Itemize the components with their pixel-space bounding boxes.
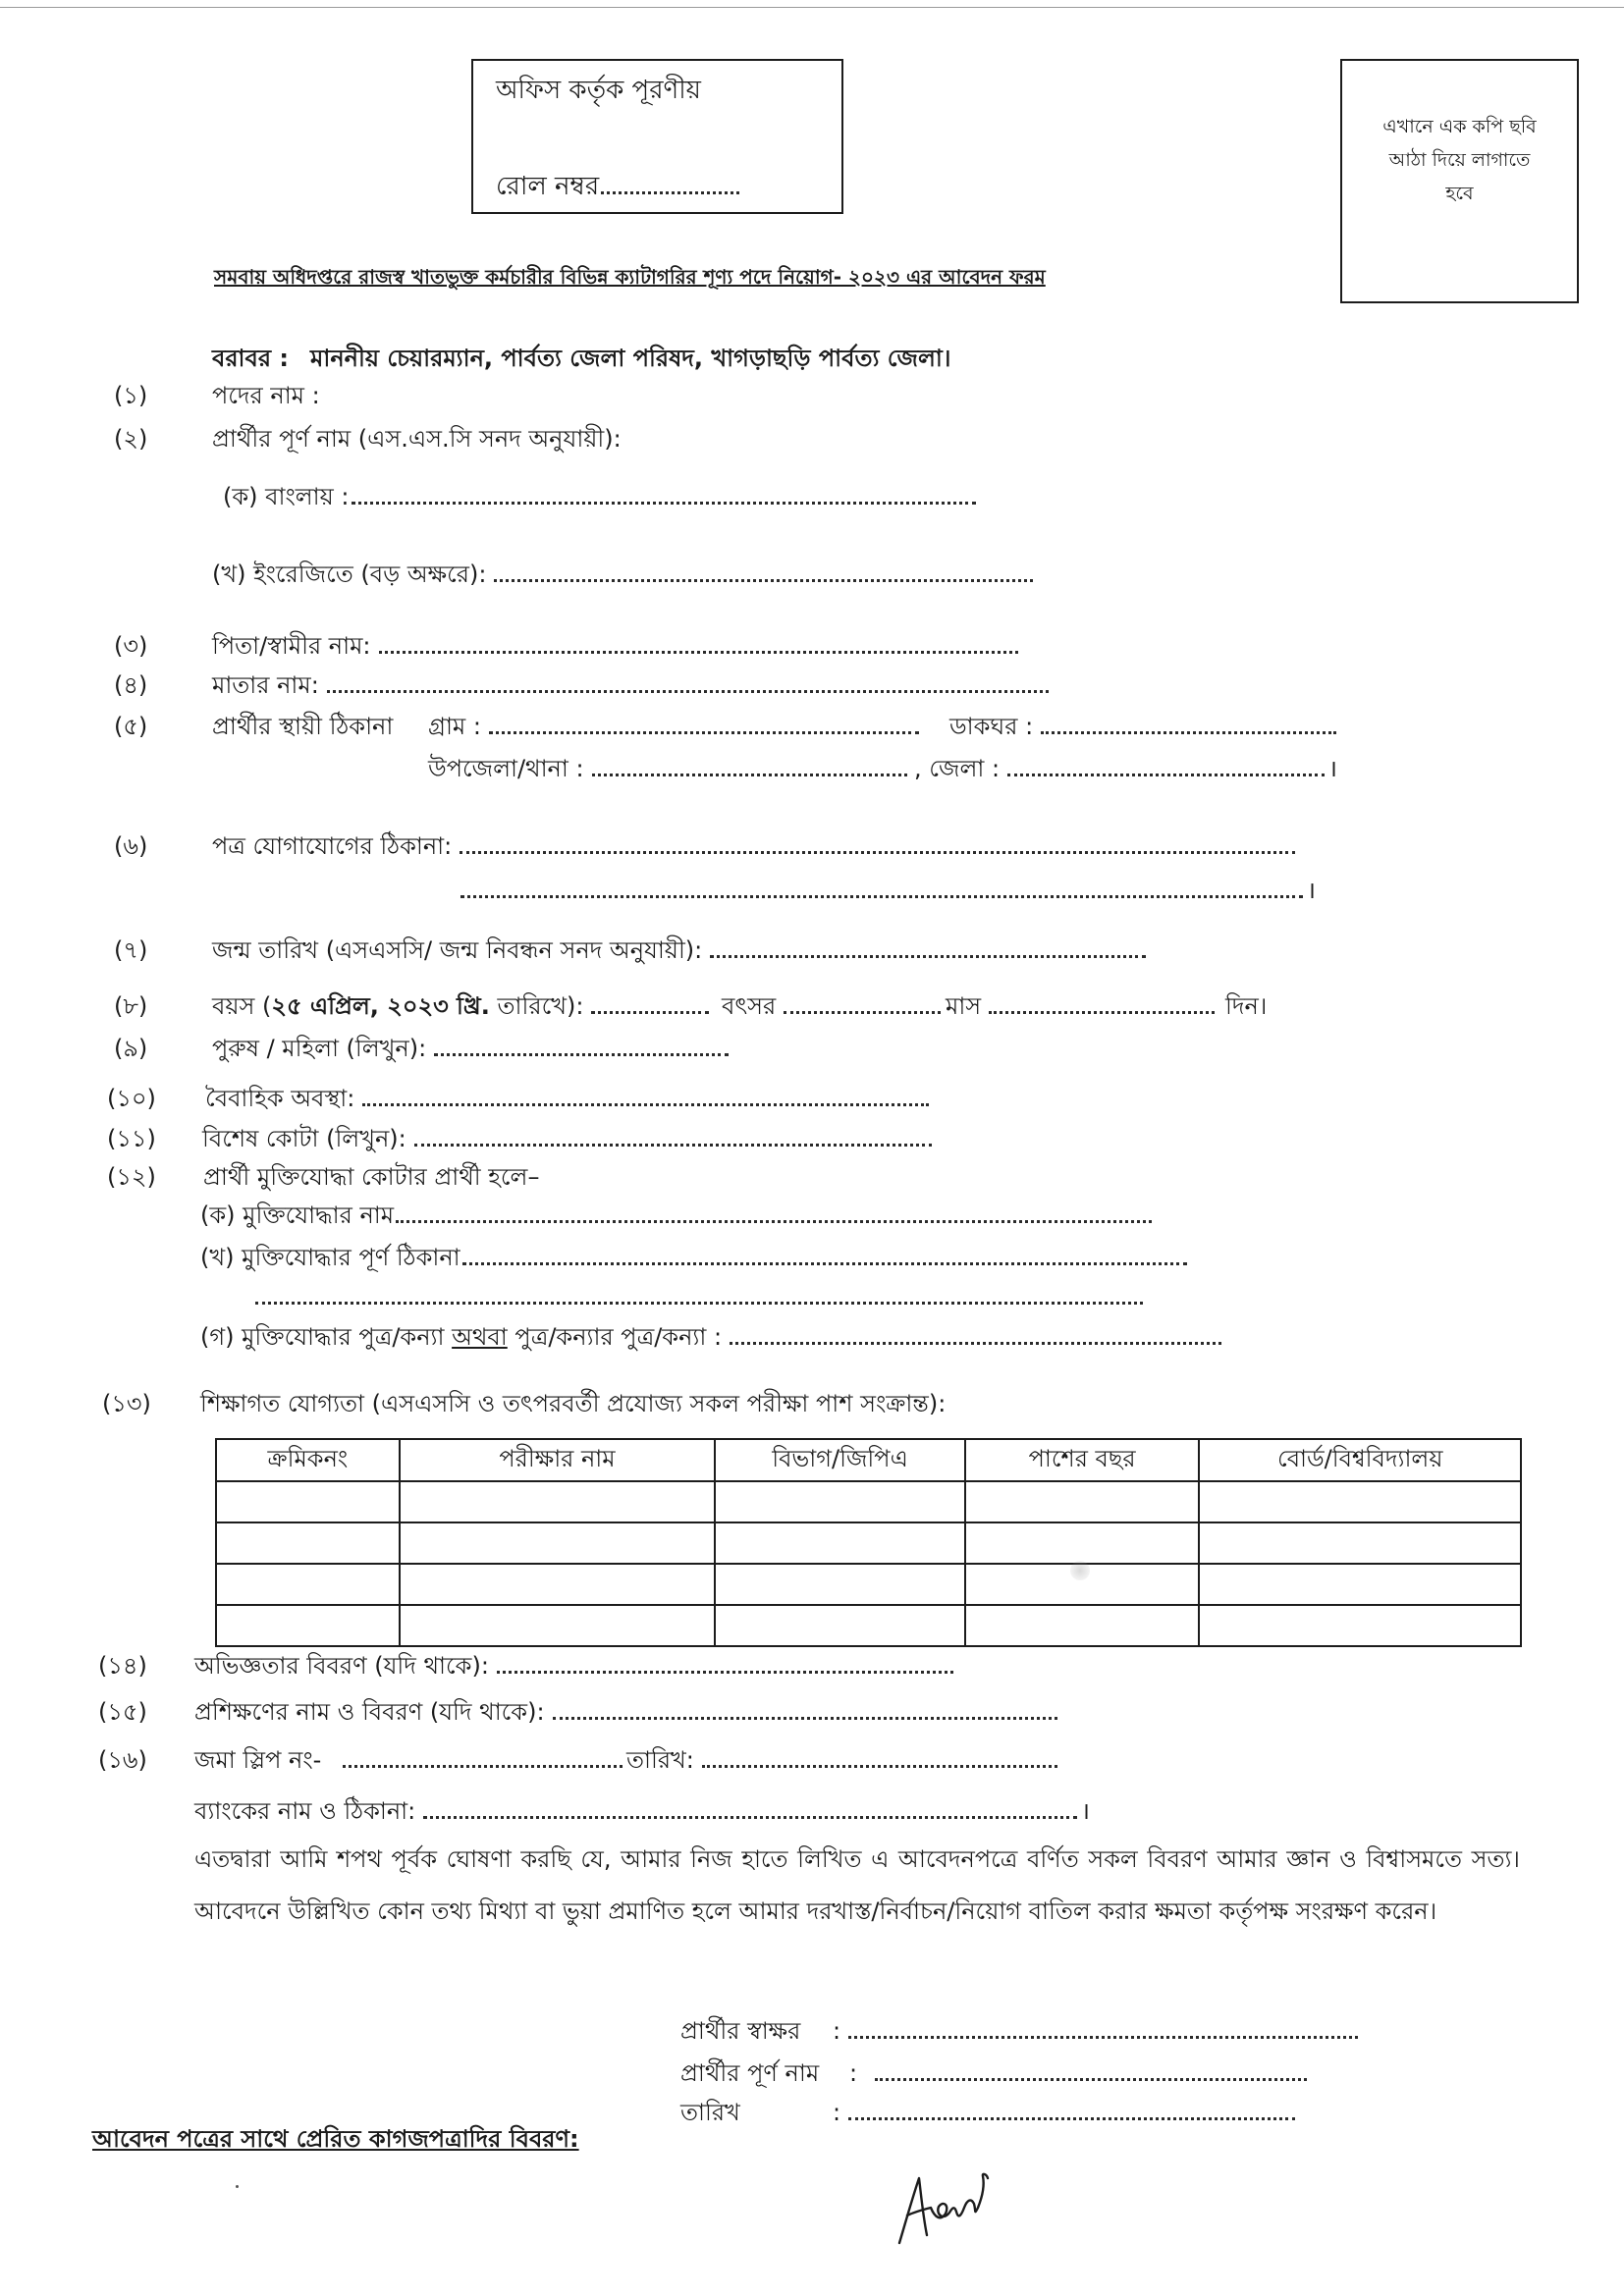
post-office-field[interactable] [1041, 731, 1336, 734]
handwritten-signature [892, 2164, 1001, 2249]
table-row [216, 1564, 1521, 1605]
roll-number-label: ​ রোল নম্বর [496, 172, 600, 201]
age-label-prefix: বয়স ( [212, 992, 272, 1020]
column-header-serial: ক্রমিকনং [216, 1439, 400, 1481]
name-bangla-label: ​ (ক) বাংলায় : [223, 483, 350, 510]
mother-name-field[interactable] [327, 690, 1049, 693]
scan-smudge [1070, 1561, 1090, 1580]
table-cell[interactable] [216, 1481, 400, 1522]
post-name-line [212, 380, 320, 411]
special-quota-label: ​ বিশেষ কোটা (লিখুন): [202, 1125, 406, 1152]
column-header-exam-name: পরীক্ষার নাম [400, 1439, 715, 1481]
applicant-name-label: ​ প্রার্থীর পূর্ণ নাম [680, 2059, 820, 2087]
gender-field[interactable] [434, 1053, 729, 1056]
experience-label: ​ অভিজ্ঞতার বিবরণ (যদি থাকে): [194, 1652, 489, 1680]
table-cell[interactable] [1199, 1481, 1521, 1522]
experience-field[interactable] [497, 1671, 953, 1674]
upazila-label: ​ উপজেলা/থানা : [428, 755, 584, 782]
item-number-14: (১৪) [98, 1652, 147, 1680]
age-days-label: দিন। [1225, 992, 1268, 1020]
signature-field[interactable] [848, 2036, 1358, 2039]
mailing-address-field-2[interactable] [460, 895, 1303, 898]
form-title: সমবায় অধিদপ্তরে রাজস্ব খাতভুক্ত কর্মচারীর বিভিন্ন ক্যাটাগরির শূণ্য পদে নিয়োগ- ২০২৩ এর আবেদন ফরম [214, 265, 1046, 289]
office-use-box [471, 59, 843, 214]
item-number-5: (৫) [114, 713, 148, 740]
permanent-address-heading [212, 711, 393, 742]
upazila-line [428, 753, 911, 784]
addressee-text: মাননীয় চেয়ারম্যান, পার্বত্য জেলা পরিষদ, খাগড়াছড়ি পার্বত্য জেলা। [310, 345, 951, 372]
freedom-fighter-relation-label [200, 1321, 722, 1353]
permanent-address-label: ​ প্রার্থীর স্থায়ী ঠিকানা [212, 713, 394, 740]
table-cell[interactable] [400, 1605, 715, 1646]
village-label: ​ গ্রাম : [428, 713, 481, 740]
age-reference-date: ২৫ এপ্রিল, ২০২৩ খ্রি. [271, 992, 490, 1020]
signature-line [680, 2015, 1362, 2047]
scan-top-edge-line [0, 7, 1624, 8]
table-cell[interactable] [216, 1522, 400, 1564]
table-cell[interactable] [965, 1481, 1200, 1522]
freedom-fighter-relation-field[interactable] [730, 1342, 1221, 1345]
applicant-name-colon: : [849, 2059, 858, 2087]
mother-name-line [212, 669, 1053, 701]
age-years-unit-line [722, 990, 945, 1022]
roll-number-field[interactable] [601, 191, 739, 194]
age-years-label: ​ বৎসর [722, 992, 777, 1020]
table-cell[interactable] [400, 1481, 715, 1522]
age-months-unit-line [946, 990, 1218, 1022]
marital-status-field[interactable] [362, 1103, 929, 1106]
full-name-label: ​ প্রার্থীর পূর্ণ নাম (এস.এস.সি সনদ অনুযায়ী): [212, 425, 622, 453]
photo-instruction [1342, 110, 1577, 210]
table-cell[interactable] [400, 1564, 715, 1605]
freedom-fighter-name-line [200, 1200, 1156, 1231]
name-english-field[interactable] [494, 579, 1033, 582]
education-heading [200, 1388, 946, 1419]
applicant-name-field[interactable] [875, 2078, 1307, 2081]
scan-speck [236, 2185, 239, 2188]
column-header-division-gpa: বিভাগ/জিপিএ [715, 1439, 965, 1481]
post-name-label: ​ পদের নাম : [212, 382, 320, 409]
district-end-mark: । [1327, 755, 1337, 782]
father-name-field[interactable] [379, 651, 1019, 654]
roll-number-line [496, 171, 743, 202]
signature-date-colon: : [833, 2099, 841, 2126]
experience-line [194, 1650, 957, 1682]
training-label: ​ প্রশিক্ষণের নাম ও বিবরণ (যদি থাকে): [194, 1698, 545, 1726]
age-days-field[interactable] [989, 1011, 1215, 1014]
table-cell[interactable] [965, 1605, 1200, 1646]
marital-status-label: ​ বৈবাহিক অবস্থা: [205, 1085, 355, 1112]
freedom-fighter-heading [203, 1161, 539, 1193]
signature-label: ​ প্রার্থীর স্বাক্ষর [680, 2017, 801, 2045]
bank-field[interactable] [423, 1816, 1077, 1819]
district-line [914, 753, 1337, 784]
gender-label: ​ পুরুষ / মহিলা (লিখুন): [212, 1035, 427, 1062]
item-number-12: (১২) [107, 1163, 156, 1191]
signature-stroke [899, 2174, 988, 2243]
name-english-line [212, 559, 1037, 590]
freedom-fighter-address-field-2[interactable] [255, 1302, 1143, 1305]
table-row [216, 1605, 1521, 1646]
freedom-fighter-address-label: ​ (খ) মুক্তিযোদ্ধার পূর্ণ ঠিকানা [200, 1244, 460, 1271]
deposit-slip-label: ​ জমা স্লিপ নং- [194, 1746, 322, 1774]
photo-instruction-line-2: আঠা দিয়ে লাগাতে [1388, 149, 1531, 171]
signature-date-field[interactable] [848, 2117, 1295, 2120]
birth-date-line [212, 934, 1150, 966]
signature-colon: : [833, 2017, 841, 2045]
mailing-address-field[interactable] [460, 851, 1295, 854]
freedom-fighter-address-line-2 [253, 1281, 1147, 1312]
name-bangla-field[interactable] [352, 502, 977, 505]
table-cell[interactable] [216, 1564, 400, 1605]
deposit-date-label: ​ তারিখ: [626, 1746, 694, 1774]
relation-or-word: অথবা [452, 1323, 508, 1351]
declaration-paragraph: এতদ্বারা আমি শপথ পূর্বক ঘোষণা করছি যে, আমার নিজ হাতে লিখিত এ আবেদনপত্রে বর্ণিত সকল বিবরণ আমার জ্ঞান ও বিশ্বাসমতে সত্য। আবেদনে উল্লিখিত কোন তথ্য মিথ্যা বা ভুয়া প্রমাণিত হলে আমার দরখাস্ত/নির্বাচন/নিয়োগ বাতিল করার ক্ষমতা কর্তৃপক্ষ সংরক্ষণ করেন। [194, 1845, 1520, 1925]
district-label: ​ , জেলা : [914, 755, 1001, 782]
deposit-slip-field[interactable] [343, 1765, 623, 1768]
deposit-date-line [626, 1744, 1061, 1776]
table-row [216, 1522, 1521, 1564]
relation-label-part-2: পুত্র/কন্যার পুত্র/কন্যা : [514, 1323, 723, 1351]
item-number-4: (৪) [114, 671, 148, 699]
gender-line [212, 1033, 732, 1064]
item-number-16: (১৬) [98, 1746, 147, 1774]
education-table [215, 1438, 1522, 1647]
full-name-heading [212, 423, 622, 454]
father-name-label: ​ পিতা/স্বামীর নাম: [212, 632, 371, 660]
mailing-address-label: ​ পত্র যোগাযোগের ঠিকানা: [212, 832, 453, 860]
birth-date-field[interactable] [710, 955, 1146, 958]
table-cell[interactable] [965, 1522, 1200, 1564]
name-english-label: ​ (খ) ইংরেজিতে (বড় অক্ষরে): [212, 561, 487, 588]
item-number-10: (১০) [107, 1085, 156, 1112]
bank-end-mark: । [1080, 1797, 1090, 1825]
special-quota-field[interactable] [414, 1144, 932, 1147]
column-header-passing-year: পাশের বছর [965, 1439, 1200, 1481]
post-office-label: ​ ডাকঘর : [949, 713, 1034, 740]
mother-name-label: ​ মাতার নাম: [212, 671, 319, 699]
office-use-title: অফিস কর্তৃক পূরণীয় [496, 76, 701, 105]
deposit-slip-line [194, 1744, 626, 1776]
item-number-7: (৭) [114, 936, 148, 964]
village-line [428, 711, 923, 742]
freedom-fighter-name-field[interactable] [396, 1220, 1152, 1223]
applicant-name-line [680, 2057, 1311, 2089]
table-cell[interactable] [715, 1564, 965, 1605]
photo-instruction-line-1: এখানে এক কপি ছবি [1382, 116, 1537, 137]
table-cell[interactable] [1199, 1605, 1521, 1646]
item-number-11: (১১) [107, 1125, 156, 1152]
photo-box [1340, 59, 1579, 303]
table-cell[interactable] [715, 1605, 965, 1646]
table-cell[interactable] [1199, 1564, 1521, 1605]
addressee-label: ​ বরাবর : [212, 345, 290, 372]
item-number-6: (৬) [114, 832, 148, 860]
father-name-line [212, 630, 1022, 662]
post-office-line [949, 711, 1340, 742]
item-number-3: (৩) [114, 632, 148, 660]
freedom-fighter-address-line [200, 1242, 1191, 1273]
bank-label: ​ ব্যাংকের নাম ও ঠিকানা: [194, 1797, 416, 1825]
table-cell[interactable] [216, 1605, 400, 1646]
special-quota-line [202, 1123, 936, 1154]
relation-label-part-1: (গ) মুক্তিযোদ্ধার পুত্র/কন্যা [200, 1323, 445, 1351]
training-line [194, 1696, 1061, 1728]
item-number-1: (১) [114, 382, 148, 409]
upazila-field[interactable] [592, 774, 907, 776]
freedom-fighter-name-label: ​ (ক) মুক্তিযোদ্ধার নাম [200, 1201, 395, 1229]
age-label-suffix: তারিখে): [497, 992, 584, 1020]
deposit-date-field[interactable] [702, 1765, 1057, 1768]
table-cell[interactable] [400, 1522, 715, 1564]
age-years-field[interactable] [591, 1011, 709, 1014]
table-cell[interactable] [715, 1481, 965, 1522]
village-field[interactable] [489, 731, 919, 734]
marital-status-line [205, 1083, 933, 1114]
training-field[interactable] [553, 1717, 1057, 1720]
table-cell[interactable] [715, 1522, 965, 1564]
signature-date-label: ​ তারিখ [680, 2099, 740, 2126]
birth-date-label: ​ জন্ম তারিখ (এসএসসি/ জন্ম নিবন্ধন সনদ অনুযায়ী): [212, 936, 703, 964]
column-header-board-university: বোর্ড/বিশ্ববিদ্যালয় [1199, 1439, 1521, 1481]
table-row [216, 1481, 1521, 1522]
freedom-fighter-relation-line [200, 1321, 1225, 1353]
attachments-heading: আবেদন পত্রের সাথে প্রেরিত কাগজপত্রাদির বিবরণ: [92, 2125, 579, 2153]
signature-date-line [680, 2097, 1299, 2128]
name-bangla-line [223, 481, 980, 512]
age-line [212, 990, 713, 1022]
item-number-2: (২) [114, 425, 148, 453]
age-months-field[interactable] [784, 1011, 941, 1014]
age-label [212, 990, 583, 1022]
item-number-8: (৮) [114, 992, 148, 1020]
freedom-fighter-label: ​ প্রার্থী মুক্তিযোদ্ধা কোটার প্রার্থী হলে– [203, 1163, 540, 1191]
freedom-fighter-address-field[interactable] [462, 1262, 1187, 1265]
education-label: ​ শিক্ষাগত যোগ্যতা (এসএসসি ও তৎপরবর্তী প্রযোজ্য সকল পরীক্ষা পাশ সংক্রান্ত): [200, 1390, 947, 1417]
item-number-13: (১৩) [102, 1390, 151, 1417]
photo-instruction-line-3: হবে [1445, 183, 1474, 204]
bank-line [194, 1795, 1090, 1827]
education-table-header [216, 1439, 1521, 1481]
addressee-line [212, 343, 950, 374]
mailing-address-line-2 [459, 875, 1316, 906]
district-field[interactable] [1007, 774, 1325, 776]
mailing-address-line [212, 830, 1299, 862]
item-number-15: (১৫) [98, 1698, 147, 1726]
table-cell[interactable] [1199, 1522, 1521, 1564]
mailing-address-end-mark: ​ । [1306, 877, 1316, 904]
item-number-9: (৯) [114, 1035, 148, 1062]
age-months-label: ​ মাস [946, 992, 982, 1020]
